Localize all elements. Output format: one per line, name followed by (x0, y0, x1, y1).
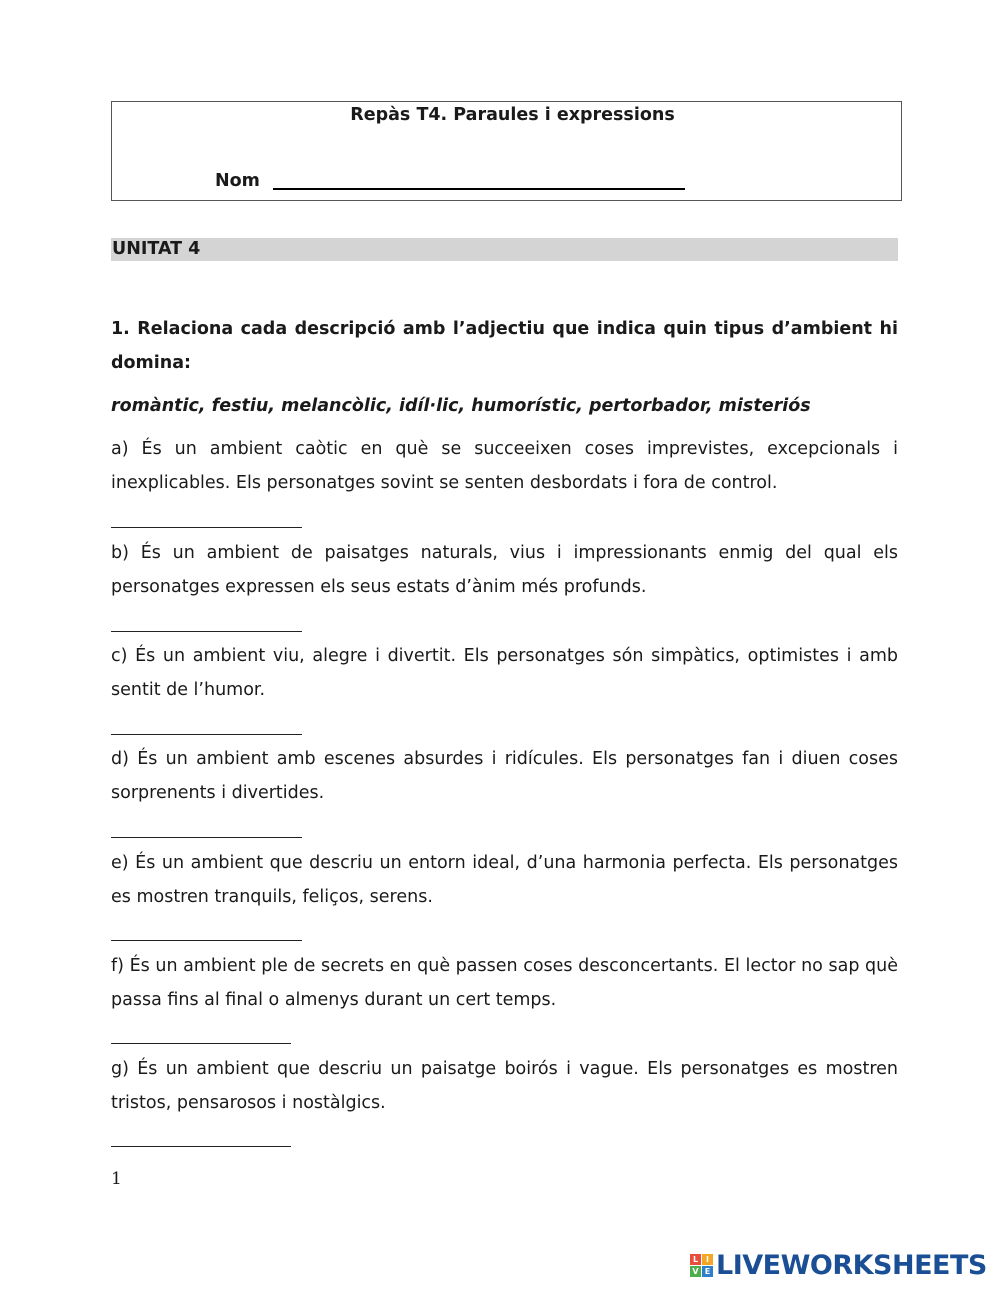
answer-line-a[interactable] (111, 527, 302, 528)
item-f: f) És un ambient ple de secrets en què passen coses desconcertants. El lector no sap què passa fins al final o almenys durant un cert temps. (111, 956, 898, 1010)
answer-line-d[interactable] (111, 837, 302, 838)
logo-text: LIVEWORKSHEETS (716, 1249, 987, 1281)
name-label: Nom (215, 171, 260, 191)
worksheet-title: Repàs T4. Paraules i expressions (350, 105, 675, 125)
item-g: g) És un ambient que descriu un paisatge boirós i vague. Els personatges es mostren tristos, pensarosos i nostàlgics. (111, 1059, 898, 1113)
answer-line-b[interactable] (111, 631, 302, 632)
logo-letter-e: E (702, 1266, 713, 1277)
item-d: d) És un ambient amb escenes absurdes i ridícules. Els personatges fan i diuen coses sorprenents i divertides. (111, 749, 898, 803)
logo-letter-l: L (690, 1254, 701, 1265)
unit-heading-bar (111, 238, 898, 261)
answer-line-f[interactable] (111, 1043, 291, 1044)
logo-icon (690, 1254, 713, 1277)
header-box (111, 101, 902, 201)
adjective-list: romàntic, festiu, melancòlic, idíl·lic, humorístic, pertorbador, misteriós (111, 396, 811, 416)
name-input-line[interactable] (273, 188, 685, 190)
exercise-question: 1. Relaciona cada descripció amb l’adjectiu que indica quin tipus d’ambient hi domina: (111, 319, 898, 373)
liveworksheets-logo (690, 1248, 987, 1282)
item-b: b) És un ambient de paisatges naturals, vius i impressionants enmig del qual els personatges expressen els seus estats d’ànim més profunds. (111, 543, 898, 597)
answer-line-g[interactable] (111, 1146, 291, 1147)
logo-letter-i: I (702, 1254, 713, 1265)
answer-line-e[interactable] (111, 940, 302, 941)
item-a: a) És un ambient caòtic en què se succeeixen coses imprevistes, excepcionals i inexplicables. Els personatges sovint se senten desbordats i fora de control. (111, 439, 898, 493)
unit-heading: UNITAT 4 (112, 239, 201, 259)
item-e: e) És un ambient que descriu un entorn ideal, d’una harmonia perfecta. Els personatges es mostren tranquils, feliços, serens. (111, 853, 898, 907)
page-number: 1 (111, 1169, 122, 1189)
item-c: c) És un ambient viu, alegre i divertit. Els personatges són simpàtics, optimistes i amb sentit de l’humor. (111, 646, 898, 700)
answer-line-c[interactable] (111, 734, 302, 735)
logo-letter-v: V (690, 1266, 701, 1277)
